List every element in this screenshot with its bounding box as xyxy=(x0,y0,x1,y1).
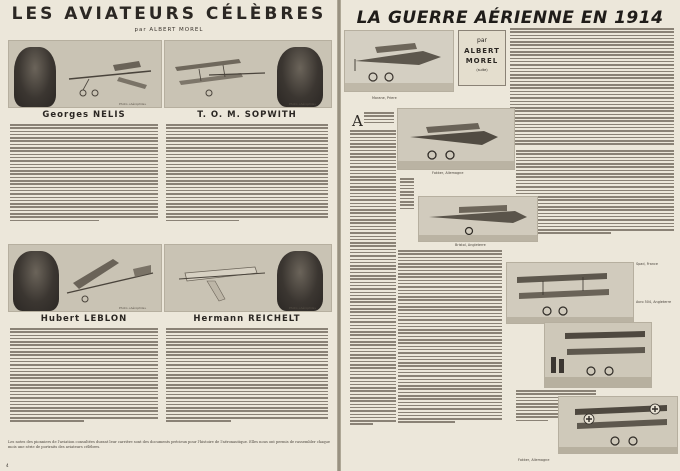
left-page-title: LES AVIATEURS CÉLÈBRES xyxy=(11,4,327,24)
aviator-cell-reichelt xyxy=(164,244,330,436)
caption-spad: Spad, France xyxy=(636,262,658,266)
monoplane-illustration xyxy=(61,49,159,103)
caption-fokker-crosses: Fokker, Allemagne xyxy=(518,458,550,462)
reichelt-photo xyxy=(164,244,332,312)
reichelt-name: Hermann REICHELT xyxy=(193,314,301,324)
article-text-dropcap-run xyxy=(364,112,394,128)
aviator-cell-sopwith xyxy=(164,40,330,240)
leblon-photo-credit: Photo «Aérophile» xyxy=(119,306,147,310)
author-prefix: par xyxy=(477,37,487,44)
left-page xyxy=(0,0,337,471)
article-text-left-column xyxy=(350,130,396,430)
left-page-byline: par ALBERT MOREL xyxy=(134,27,204,33)
left-page-number: 4 xyxy=(6,463,9,468)
author-suffix: (suite) xyxy=(476,68,488,72)
nelis-photo xyxy=(8,40,162,108)
fokker-crosses-photo xyxy=(558,396,678,454)
sopwith-name: T. O. M. SOPWITH xyxy=(197,110,297,120)
nelis-portrait xyxy=(14,47,56,107)
caption-avro: Avro 504, Angleterre xyxy=(636,300,672,304)
sopwith-biography-text xyxy=(166,124,328,238)
sopwith-photo xyxy=(164,40,332,108)
nelis-biography-text xyxy=(10,124,158,238)
nelis-photo-credit: Photo «Aérophile» xyxy=(119,102,147,106)
morane-photo xyxy=(344,30,454,92)
article-dropcap: A xyxy=(352,112,363,130)
author-last-name: MOREL xyxy=(465,57,499,65)
reichelt-portrait xyxy=(277,251,323,311)
article-text-right-mid xyxy=(516,150,674,240)
leblon-photo xyxy=(8,244,162,312)
leblon-biography-text xyxy=(10,328,158,434)
caption-fokker: Fokker, Allemagne xyxy=(432,171,464,175)
biplane-illustration xyxy=(545,323,651,387)
aviator-cell-leblon xyxy=(8,244,160,436)
leblon-portrait xyxy=(13,251,59,311)
biplane-illustration xyxy=(559,397,677,453)
fokker-photo xyxy=(397,108,515,170)
right-page-title: LA GUERRE AÉRIENNE EN 1914 xyxy=(356,8,664,28)
reichelt-photo-credit: Photo «Aérophile» xyxy=(289,306,317,310)
monoplane-illustration xyxy=(345,31,453,91)
nelis-name: Georges NELIS xyxy=(42,110,126,120)
monoplane-illustration xyxy=(419,197,537,241)
article-text-middle-column xyxy=(398,250,502,430)
author-first-name: ALBERT xyxy=(464,47,500,55)
biplane-illustration xyxy=(507,263,633,323)
monoplane-illustration xyxy=(169,251,269,309)
monoplane-illustration xyxy=(398,109,514,169)
spad-avro-photo xyxy=(506,262,634,324)
sopwith-portrait xyxy=(277,47,323,107)
biplane-illustration xyxy=(169,49,269,103)
reichelt-biography-text xyxy=(166,328,328,434)
left-page-footer: Les notes des pionniers de l'aviation consultées durant leur carrière sont des documents précieux pour l'histoire de l'aéronautique. Elles nous ont permis de rassembler chaque mois une série de portraits des aviateurs célèbres. xyxy=(8,440,330,449)
aviator-cell-nelis xyxy=(8,40,160,240)
monoplane-illustration xyxy=(63,253,157,307)
article-text-top-right xyxy=(510,28,674,148)
airfield-photo xyxy=(544,322,652,388)
caption-bristol: Bristol, Angleterre xyxy=(455,243,486,247)
bristol-photo xyxy=(418,196,538,242)
author-box xyxy=(458,30,506,86)
leblon-name: Hubert LEBLON xyxy=(40,314,128,324)
sopwith-photo-credit: Photo «Aérophile» xyxy=(289,102,317,106)
caption-morane: Morane, Priere xyxy=(372,96,397,100)
